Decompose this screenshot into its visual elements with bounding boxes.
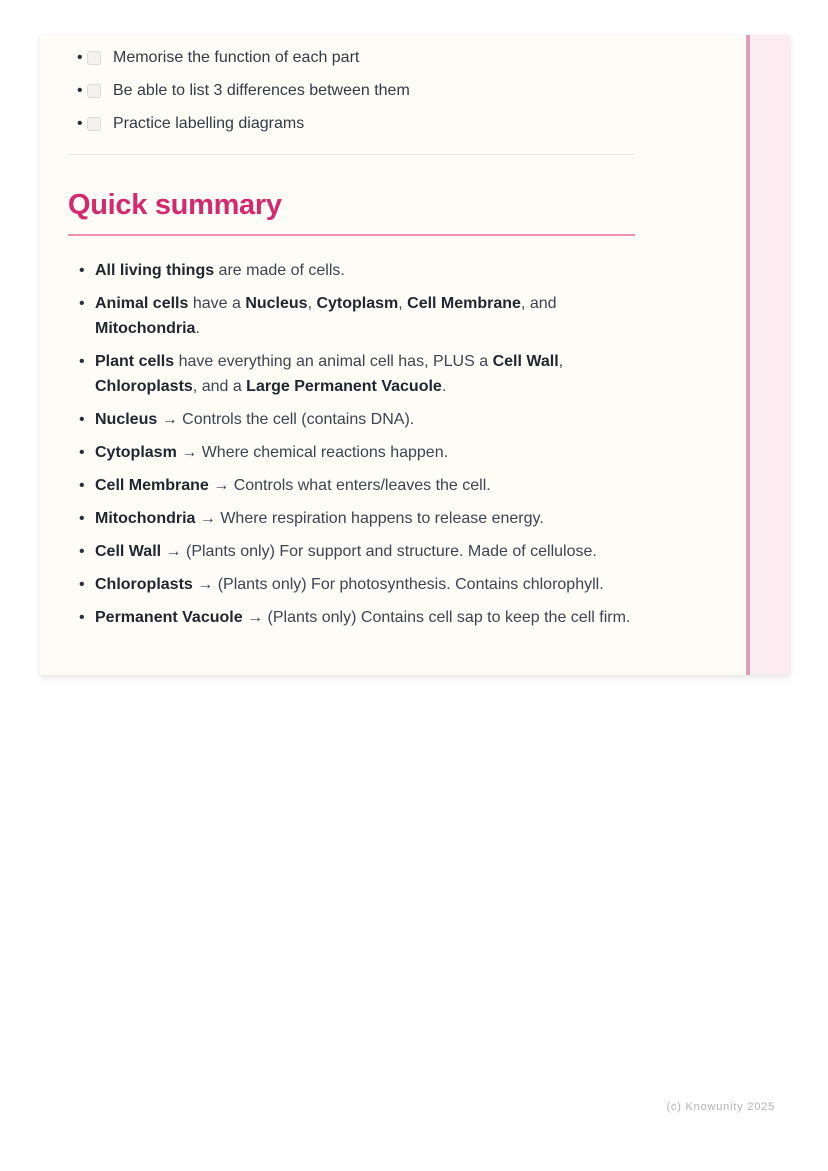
- summary-list-item: [68, 605, 635, 630]
- page-right-accent-band: [746, 35, 790, 675]
- summary-list-item: [68, 473, 635, 498]
- bullet-dot: •: [79, 543, 85, 560]
- summary-item-text: Plant cells have everything an animal cell has, PLUS a Cell Wall, Chloroplasts, and a Large Permanent Vacuole.: [95, 353, 564, 395]
- summary-list-item: [68, 258, 635, 283]
- heading-underline: [68, 234, 635, 236]
- summary-list-item: [68, 291, 635, 341]
- summary-list-item: [68, 349, 635, 399]
- bullet-dot: •: [79, 477, 85, 494]
- summary-item-text: Animal cells have a Nucleus, Cytoplasm, Cell Membrane, and Mitochondria.: [95, 295, 557, 337]
- checklist-item-label: Practice labelling diagrams: [113, 115, 305, 132]
- checkbox-unchecked[interactable]: [87, 117, 101, 131]
- summary-list-item: [68, 440, 635, 465]
- checklist-item-label: Be able to list 3 differences between them: [113, 82, 410, 99]
- summary-list-item: [68, 506, 635, 531]
- bullet-dot: •: [79, 353, 85, 370]
- summary-item-text: All living things are made of cells.: [95, 262, 345, 279]
- copyright-text: (c) Knowunity 2025: [666, 1101, 775, 1113]
- todo-checklist: [68, 45, 635, 136]
- summary-list-item: [68, 407, 635, 432]
- summary-list-item: [68, 539, 635, 564]
- checklist-item: [68, 78, 635, 103]
- section-divider: [68, 154, 635, 155]
- summary-item-text: Cell Wall → (Plants only) For support and structure. Made of cellulose.: [95, 543, 597, 560]
- summary-item-text: Cell Membrane → Controls what enters/leaves the cell.: [95, 477, 491, 494]
- bullet-dot: •: [79, 576, 85, 593]
- summary-item-text: Permanent Vacuole → (Plants only) Contains cell sap to keep the cell firm.: [95, 609, 631, 626]
- summary-item-text: Mitochondria → Where respiration happens to release energy.: [95, 510, 544, 527]
- bullet-dot: •: [79, 411, 85, 428]
- bullet-dot: •: [79, 510, 85, 527]
- checkbox-unchecked[interactable]: [87, 84, 101, 98]
- document-page: [40, 35, 790, 675]
- bullet-dot: •: [79, 295, 85, 312]
- bullet-dot: •: [77, 49, 83, 66]
- section-heading: Quick summary: [68, 189, 282, 221]
- bullet-dot: •: [79, 609, 85, 626]
- bullet-dot: •: [77, 115, 83, 132]
- checklist-item: [68, 45, 635, 70]
- checklist-item-label: Memorise the function of each part: [113, 49, 360, 66]
- summary-list-item: [68, 572, 635, 597]
- page-content: [68, 45, 635, 638]
- summary-item-text: Nucleus → Controls the cell (contains DNA).: [95, 411, 415, 428]
- checklist-item: [68, 111, 635, 136]
- summary-item-text: Cytoplasm → Where chemical reactions happen.: [95, 444, 449, 461]
- checkbox-unchecked[interactable]: [87, 51, 101, 65]
- bullet-dot: •: [79, 444, 85, 461]
- bullet-dot: •: [79, 262, 85, 279]
- summary-item-text: Chloroplasts → (Plants only) For photosynthesis. Contains chlorophyll.: [95, 576, 604, 593]
- bullet-dot: •: [77, 82, 83, 99]
- summary-list: [68, 258, 635, 630]
